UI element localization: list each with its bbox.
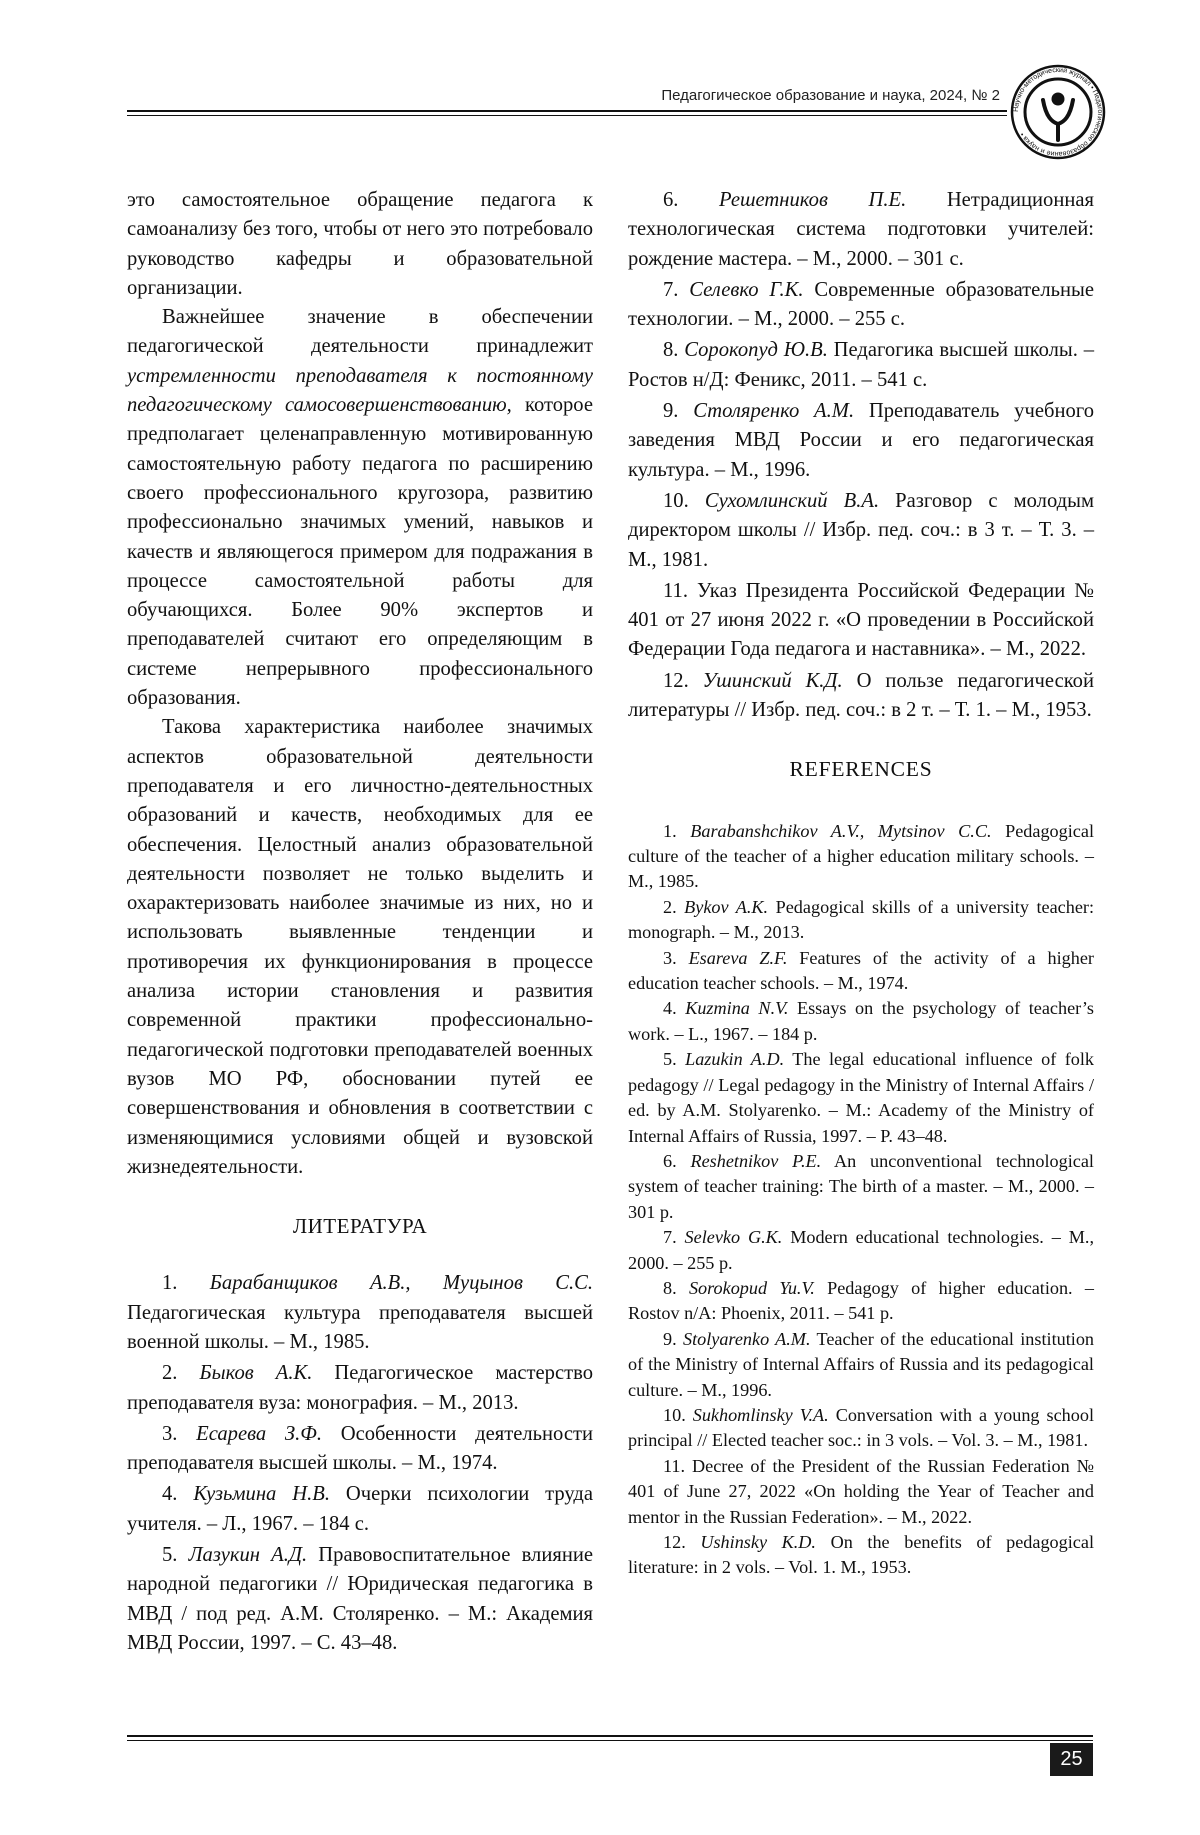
reference-item: 6. Reshetnikov P.E. An unconventional technological system of teacher training: The birth of a master. – M., 2000. – 301 p.	[628, 1150, 1094, 1222]
reference-item: 9. Stolyarenko A.M. Teacher of the educational institution of the Ministry of Internal Affairs of Russia and its pedagogical culture. – M., 1996.	[628, 1328, 1095, 1400]
reference-item: 10. Сухомлинский В.А. Разговор с молодым директором школы // Избр. пед. соч.: в 3 т. – Т. 3. – М., 1981.	[628, 489, 1094, 571]
reference-item: 1. Barabanshchikov A.V., Mytsinov C.C. Pedagogical culture of the teacher of a higher education military schools. – M., 1985.	[628, 820, 1094, 892]
right-column	[628, 186, 1094, 1581]
header-rule-thin	[127, 115, 1007, 116]
reference-item: 7. Selevko G.K. Modern educational technologies. – M., 2000. – 255 p.	[628, 1227, 1094, 1273]
body-paragraph: Важнейшее значение в обеспечении педагогической деятельности принадлежит устремленности преподавателя к постоянному педагогическому самосовершенствованию, которое предполагает целенаправленную мотивированную самостоятельную работу педагога по расширению своего профессионального кругозора, развитию профессионально значимых умений, навыков и качеств и являющегося примером для подражания в процессе самостоятельной работы для обучающихся. Более 90% экспертов и преподавателей считают его определяющим в системе непрерывного профессионального образования.	[127, 306, 593, 710]
ru-references-list-part2	[628, 186, 1094, 725]
page-number: 25	[1050, 1743, 1093, 1776]
reference-item: 9. Столяренко А.М. Преподаватель учебного заведения МВД России и его педагогическая культура. – М., 1996.	[628, 400, 1095, 481]
reference-item: 2. Bykov A.K. Pedagogical skills of a university teacher: monograph. – M., 2013.	[628, 896, 1094, 943]
footer-rule-thin	[127, 1740, 1093, 1741]
body-paragraph: Такова характеристика наиболее значимых аспектов образовательной деятельности преподавателя и его личностно-деятельностных образований и качеств, необходимых для ее обеспечения. Целостный анализ образовательной деятельности позволяет не только выделить и охарактеризовать наиболее значимые из них, но и использовать выявленные тенденции и противоречия их функционирования в процессе анализа истории становления и развития современной практики профессионально-педагогической подготовки преподавателей военных вузов МО РФ, обосновании путей ее совершенствования и обновления в соответствии с изменяющимися условиями общей и вузовской жизнедеятельности.	[127, 716, 593, 1178]
reference-item: 4. Kuzmina N.V. Essays on the psychology of teacher’s work. – L., 1967. – 184 p.	[628, 998, 1095, 1044]
header-rule-thick	[127, 110, 1007, 112]
reference-item: 3. Esareva Z.F. Features of the activity of a higher education teacher schools. – M., 1974.	[628, 947, 1094, 994]
reference-item: 6. Решетников П.Е. Нетрадиционная технологическая система подготовки учителей: рождение мастера. – М., 2000. – 301 с.	[628, 189, 1095, 270]
body-paragraph: это самостоятельное обращение педагога к самоанализу без того, чтобы от него это потребовало руководство кафедры и образовательной организации.	[127, 189, 593, 299]
left-column	[127, 186, 593, 1660]
reference-item: 5. Лазукин А.Д. Правовоспитательное влияние народной педагогики // Юридическая педагогика в МВД / под ред. А.М. Столяренко. – М.: Академия МВД России, 1997. – С. 43–48.	[127, 1544, 593, 1654]
references-heading: REFERENCES	[789, 757, 933, 782]
reference-item: 11. Decree of the President of the Russian Federation № 401 of June 27, 2022 «On holding the Year of Teacher and mentor in the Russian Federation». – M., 2022.	[628, 1455, 1094, 1527]
reference-item: 1. Барабанщиков А.В., Муцынов С.С. Педагогическая культура преподавателя высшей военной школы. – М., 1985.	[127, 1272, 593, 1353]
literature-heading: ЛИТЕРАТУРА	[292, 1214, 428, 1239]
ru-references-list-part1	[127, 1269, 593, 1658]
reference-item: 2. Быков А.К. Педагогическое мастерство преподавателя вуза: монография. – М., 2013.	[127, 1362, 593, 1414]
en-references-list	[628, 819, 1094, 1581]
reference-item: 7. Селевко Г.К. Современные образовательные технологии. – М., 2000. – 255 с.	[628, 278, 1094, 331]
running-header-title: Педагогическое образование и наука, 2024, № 2	[661, 87, 1000, 104]
journal-logo-icon	[1008, 62, 1108, 162]
reference-item: 11. Указ Президента Российской Федерации № 401 от 27 июня 2022 г. «О проведении в Российской Федерации Года педагога и наставника». – М., 2022.	[628, 579, 1094, 661]
reference-item: 4. Кузьмина Н.В. Очерки психологии труда учителя. – Л., 1967. – 184 с.	[127, 1483, 593, 1535]
reference-item: 8. Сорокопуд Ю.В. Педагогика высшей школы. – Ростов н/Д: Феникс, 2011. – 541 с.	[628, 339, 1094, 391]
reference-item: 8. Sorokopud Yu.V. Pedagogy of higher education. – Rostov n/A: Phoenix, 2011. – 541 p.	[628, 1277, 1095, 1324]
reference-item: 10. Sukhomlinsky V.A. Conversation with a young school principal // Elected teacher soc.: in 3 vols. – Vol. 3. – M., 1981.	[628, 1404, 1094, 1451]
reference-item: 3. Есарева З.Ф. Особенности деятельности преподавателя высшей школы. – М., 1974.	[127, 1422, 593, 1475]
footer-rule-thick	[127, 1735, 1093, 1737]
reference-item: 5. Lazukin A.D. The legal educational influence of folk pedagogy // Legal pedagogy in the Ministry of Internal Affairs / ed. by A.M. Stolyarenko. – M.: Academy of the Ministry of Internal Affairs of Russia, 1997. – P. 43–48.	[628, 1049, 1095, 1146]
reference-item: 12. Ушинский К.Д. О пользе педагогической литературы // Избр. пед. соч.: в 2 т. – Т. 1. – М., 1953.	[628, 669, 1094, 722]
logo-ring-text: Научно-методический журнал • Педагогическое образование и наука •	[1012, 66, 1104, 158]
reference-item: 12. Ushinsky K.D. On the benefits of pedagogical literature: in 2 vols. – Vol. 1. M., 1953.	[628, 1532, 1094, 1578]
